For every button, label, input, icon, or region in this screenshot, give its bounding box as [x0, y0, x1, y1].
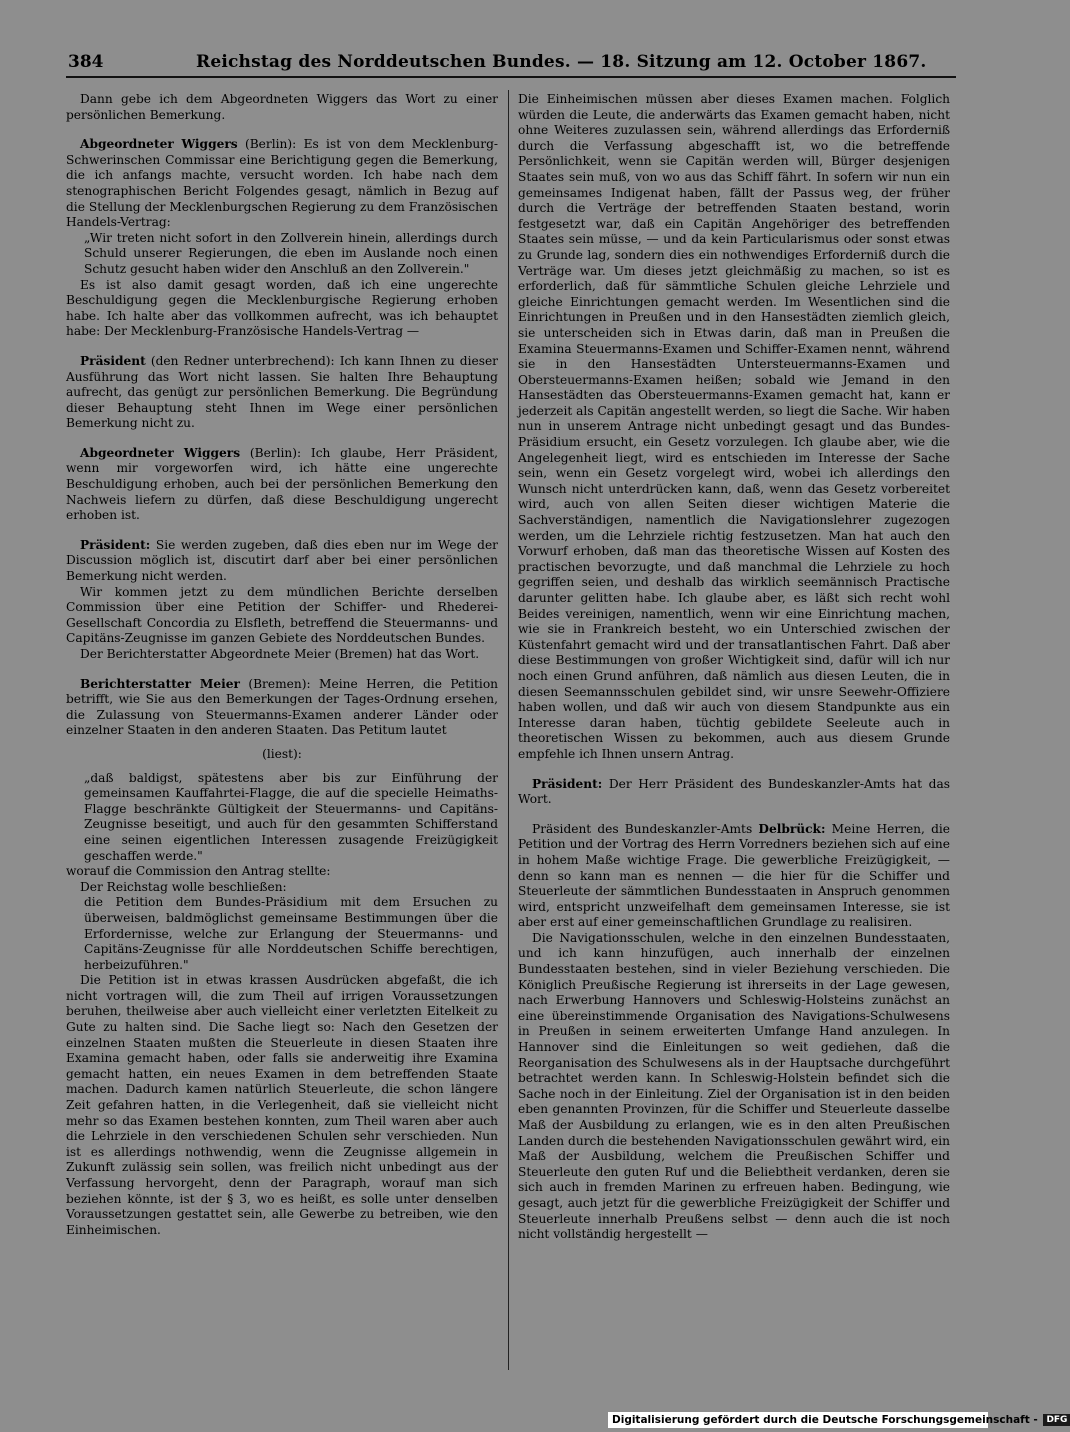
- paragraph-text: Meine Herren, die Petition und der Vortrag des Herrn Vorredners beziehen sich auf eine in hohem Maße wichtige Frage. Die gewerbliche Freizügigkeit, — denn so kann man es nennen — die hier für die Schiffer und Steuerleute der sämmtlichen Bundesstaaten in Anspruch genommen wird, entspricht unzweifelhaft dem gemeinsamen Interesse, sie ist aber erst auf einer gemeinschaftlichen Grundlage zu realisiren.: [518, 821, 950, 930]
- paragraph: [66, 231, 498, 278]
- paragraph-text: (liest):: [262, 746, 302, 761]
- paragraph: [66, 677, 498, 739]
- paragraph-text: (Berlin): Ich glaube, Herr Präsident, wenn mir vorgeworfen wird, ich hätte eine ungerechte Beschuldigung erhoben, auch bei der persönlichen Bemerkung den Nachweis liefern zu dürfen, daß diese Beschuldigung ungerecht erhoben ist.: [66, 445, 498, 523]
- paragraph: [66, 137, 498, 231]
- paragraph-text: Die Petition ist in etwas krassen Ausdrücken abgefaßt, die ich nicht vortragen will, die zum Theil auf irrigen Voraussetzungen beruhen, theilweise aber auch vielleicht einer verletzten Eitelkeit zu Gute zu halten sind. Die Sache liegt so: Nach den Gesetzen der einzelnen Staaten mußten die Steuerleute in diesen Staaten ihre Examina gemacht haben, oder falls sie anderweitig ihre Examina gemacht hatten, ein neues Examen in dem betreffenden Staate machen. Dadurch kamen natürlich Steuerleute, die schon längere Zeit gefahren hatten, in die Verlegenheit, daß sie vielleicht nicht mehr so das Examen bestehen konnten, zum Theil waren aber auch die Lehrziele in den verschiedenen Schulen sehr verschieden. Nun ist es allerdings nothwendig, wenn die Zeugnisse allgemein in Zukunft zulässig sein sollen, was freilich nicht unbedingt aus der Verfassung hervorgeht, denn der Paragraph, worauf man sich beziehen könnte, ist der § 3, wo es heißt, es solle unter denselben Voraussetzungen gestattet sein, alle Gewerbe zu betreiben, wie den Einheimischen.: [66, 973, 498, 1237]
- header-rule: [66, 76, 956, 78]
- speaker-name: Abgeordneter Wiggers: [80, 445, 241, 460]
- paragraph: [66, 585, 498, 647]
- speaker-name: Berichterstatter Meier: [80, 676, 240, 691]
- paragraph: [66, 747, 498, 763]
- paragraph-text: Der Herr Präsident des Bundeskanzler-Amts hat das Wort.: [518, 776, 950, 807]
- paragraph: [518, 92, 950, 763]
- page-number: 384: [68, 52, 104, 72]
- paragraph-text: Es ist also damit gesagt worden, daß ich eine ungerechte Beschuldigung gegen die Mecklenburgische Regierung erhoben habe. Ich halte aber das vollkommen aufrecht, was ich behauptet habe: Der Mecklenburg-Französische Handels-Vertrag —: [66, 277, 498, 339]
- paragraph: [66, 278, 498, 340]
- paragraph: [66, 895, 498, 973]
- paragraph: [66, 864, 498, 880]
- speaker-name: Präsident:: [80, 537, 151, 552]
- paragraph-text: (den Redner unterbrechend): Ich kann Ihnen zu dieser Ausführung das Wort nicht lassen. Sie halten Ihre Behauptung aufrecht, das genügt zur persönlichen Bemerkung. Die Begründung dieser Behauptung steht Ihnen im Wege einer persönlichen Bemerkung nicht zu.: [66, 353, 498, 431]
- paragraph-text: (Berlin): Es ist von dem Mecklenburg-Schwerinschen Commissar eine Berichtigung gegen die Bemerkung, die ich anfangs machte, versucht worden. Ich habe nach dem stenographischen Bericht Folgendes gesagt, nämlich in Bezug auf die Stellung der Mecklenburgschen Regierung zu dem Französischen Handels-Vertrag:: [66, 137, 499, 230]
- paragraph-text: Sie werden zugeben, daß dies eben nur im Wege der Discussion möglich ist, discutirt darf aber bei einer persönlichen Bemerkung nicht werden.: [66, 537, 498, 584]
- paragraph: [66, 538, 498, 585]
- dfg-logo: DFG: [1043, 1414, 1070, 1426]
- paragraph: [66, 880, 498, 896]
- paragraph: [66, 973, 498, 1238]
- paragraph-text: die Petition dem Bundes-Präsidium mit dem Ersuchen zu überweisen, baldmöglichst gemeinsame Bestimmungen über die Erfordernisse, welche zur Erlangung der Steuermanns- und Capitäns-Zeugnisse für alle Norddeutschen Schiffe berechtigen, herbeizuführen.": [84, 895, 498, 972]
- page-header: [68, 48, 927, 76]
- paragraph-text: worauf die Commission den Antrag stellte:: [66, 864, 331, 879]
- paragraph-text: Der Berichterstatter Abgeordnete Meier (Bremen) hat das Wort.: [80, 647, 480, 661]
- paragraph-text: Die Navigationsschulen, welche in den einzelnen Bundesstaaten, und ich kann hinzufügen, auch innerhalb der einzelnen Bundesstaaten bestehen, sind in vieler Beziehung verschieden. Die Königlich Preußische Regierung ist ihrerseits in der Lage gewesen, nach Erwerbung Hannovers und Schleswig-Holsteins zunächst an eine übereinstimmende Organisation des Navigations-Schulwesens in Preußen in seinem erweiterten Umfange Hand anzulegen. In Hannover sind die Einleitungen so weit gediehen, daß die Reorganisation des Schulwesens als in der Hauptsache durchgeführt betrachtet werden kann. In Schleswig-Holstein befindet sich die Sache noch in der Einleitung. Ziel der Organisation ist in den beiden eben genannten Provinzen, für die Schiffer und Steuerleute dasselbe Maß der Ausbildung zu erlangen, wie es in den alten Preußischen Landen durch die bestehenden Navigationsschulen gewährt wird, ein Maß der Ausbildung, welchem die Preußischen Schiffer und Steuerleute den guten Ruf und die Beliebtheit verdanken, deren sie sich auch in fremden Marinen zu erfreuen haben. Bedingung, wie gesagt, auch jetzt für die gewerbliche Freizügigkeit der Schiffer und Steuerleute innerhalb Preußens selbst — denn auch die ist noch nicht vollständig hergestellt —: [518, 930, 950, 1242]
- paragraph-text: Die Einheimischen müssen aber dieses Examen machen. Folglich würden die Leute, die anderwärts das Examen gemacht haben, nicht ohne Weiteres zuzulassen sein, während allerdings das Erforderniß durch die Verfassung abgeschafft ist, wo die betreffende Persönlichkeit, wenn sie Capitän werden will, Bürger desjenigen Staates sein muß, von wo aus das Schiff fährt. In sofern wir nun ein gemeinsames Indigenat haben, fällt der Passus weg, der früher durch die Verträge der betreffenden Staaten bestand, worin festgesetzt war, daß ein Capitän Angehöriger des betreffenden Staates sein müsse, — und da kein Particularismus oder sonst etwas zu Grunde lag, sondern dies ein nothwendiges Erforderniß durch die Verträge war. Um dieses jetzt gleichmäßig zu machen, so ist es erforderlich, daß für sämmtliche Schulen gleiche Lehrziele und gleiche Einrichtungen gemacht werden. Im Wesentlichen sind die Einrichtungen in Preußen und in den Hansestädten ziemlich gleich, sie unterscheiden sich in Etwas darin, daß man in Preußen die Examina Steuermanns-Examen und Schiffer-Examen nennt, während sie in den Hansestädten Untersteuermanns-Examen und Obersteuermanns-Examen heißen; sobald wie Jemand in den Hansestädten das Obersteuermanns-Examen gemacht hat, kann er jederzeit als Capitän angestellt werden, so liegt die Sache. Wir haben nun in unserem Antrage nicht unbedingt gesagt und das Bundes-Präsidium ersucht, ein Gesetz vorzulegen. Ich glaube aber, wie die Angelegenheit liegt, wird es entschieden im Interesse der Sache sein, wenn ein Gesetz vorgelegt wird, wobei ich allerdings den Wunsch nicht unterdrücken kann, daß, wenn das Gesetz vorbereitet wird, auch von allen Seiten dieser wichtigen Materie die Sachverständigen, namentlich die Navigationslehrer zugezogen werden, um die Lehrziele richtig festzusetzen. Man hat auch den Vorwurf erhoben, daß man das theoretische Wissen auf Kosten des practischen bevorzugte, und daß manchmal die Lehrziele zu hoch gegriffen seien, und deshalb das wirklich seemännisch Practische darunter gelitten habe. Ich glaube aber, es läßt sich recht wohl Beides vereinigen, namentlich, wenn wir eine Einrichtung machen, wie sie in Frankreich besteht, wo ein Unterschied zwischen der Küstenfahrt gemacht wird und der transatlantischen Fahrt. Daß aber diese Bestimmungen von großer Wichtigkeit sind, dafür will ich nur noch einen Grund anführen, daß nämlich aus diesen Leuten, die in diesen Seemannsschulen gebildet sind, wir unsre Seewehr-Offiziere haben wollen, und daß wir auch von diesem Standpunkte aus ein Interesse daran haben, tüchtig gebildete Seeleute auch in theoretischen Wissen zu bekommen, auch aus diesem Grunde empfehle ich Ihnen unsern Antrag.: [518, 92, 950, 761]
- paragraph-text: Wir kommen jetzt zu dem mündlichen Berichte derselben Commission über eine Petition der Schiffer- und Rhederei-Gesellschaft Concordia zu Elsfleth, betreffend die Steuermanns- und Capitäns-Zeugnisse im ganzen Gebiete des Norddeutschen Bundes.: [66, 584, 498, 646]
- paragraph-text: „daß baldigst, spätestens aber bis zur Einführung der gemeinsamen Kauffahrtei-Flagge, die auf die specielle Heimaths-Flagge beschränkte Gültigkeit der Steuermanns- und Capitäns-Zeugnisse beseitigt, und auch für den gesammten Schifferstand eine seinen eigentlichen Interessen zusagende Freizügigkeit geschaffen werde.": [84, 770, 498, 863]
- paragraph: [518, 822, 950, 931]
- right-column: [518, 92, 950, 1382]
- paragraph-text: Der Reichstag wolle beschließen:: [80, 879, 287, 894]
- paragraph: [518, 777, 950, 808]
- paragraph-text: Dann gebe ich dem Abgeordneten Wiggers das Wort zu einer persönlichen Bemerkung.: [66, 92, 498, 122]
- funding-note: Digitalisierung gefördert durch die Deutsche Forschungsgemeinschaft -: [612, 1414, 1038, 1426]
- funding-footer: [608, 1412, 1068, 1428]
- paragraph: [66, 446, 498, 524]
- speaker-name: Abgeordneter Wiggers: [80, 137, 238, 152]
- speaker-name: Präsident:: [532, 776, 603, 791]
- paragraph: [66, 92, 498, 123]
- paragraph: [66, 771, 498, 865]
- paragraph-text: (Bremen): Meine Herren, die Petition betrifft, wie Sie aus den Bemerkungen der Tages-Ordnung ersehen, die Zulassung von Steuermanns-Examen anderer Länder oder einzelner Staaten in den anderen Staaten. Das Petitum lautet: [66, 676, 499, 738]
- running-title: Reichstag des Norddeutschen Bundes. — 18. Sitzung am 12. October 1867.: [196, 52, 927, 72]
- paragraph-text: „Wir treten nicht sofort in den Zollverein hinein, allerdings durch Schuld unserer Regierungen, die eben im Auslande noch einen Schutz gesucht haben wider den Anschluß an den Zollverein.": [84, 230, 498, 276]
- paragraph-text: Präsident des Bundeskanzler-Amts: [532, 821, 759, 836]
- column-divider: [508, 90, 509, 1370]
- left-column: [66, 92, 498, 1382]
- paragraph: [66, 647, 498, 663]
- paragraph: [66, 354, 498, 432]
- paragraph: [518, 931, 950, 1243]
- speaker-name: Delbrück:: [758, 821, 826, 836]
- speaker-name: Präsident: [80, 353, 146, 368]
